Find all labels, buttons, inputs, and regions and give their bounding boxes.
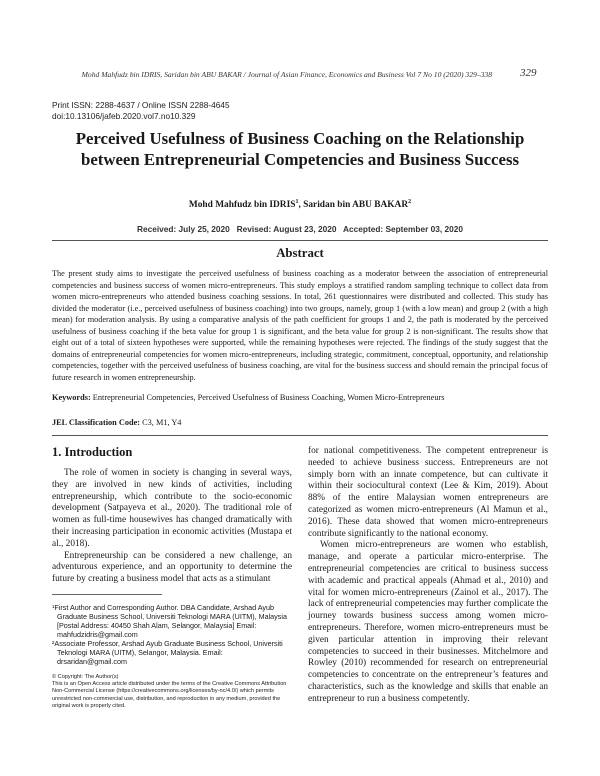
footnote-divider [52, 594, 162, 595]
footnotes [52, 603, 292, 666]
keywords-label: Keywords: [52, 393, 91, 402]
submission-dates: Received: July 25, 2020 Revised: August 23, 2020 Accepted: September 03, 2020 [137, 224, 463, 234]
article-title [60, 128, 540, 170]
author-separator: , [298, 200, 304, 211]
intro-paragraph-1: The role of women in society is changing in several ways, they are involved in new kinds of activities, including entrepreneurship, which contribute to the socio-economic development (Satpayeva et al., 2020). The traditional role of women as full-time housewives has changed dramatically with their increasing participation in economic activities (Mustapa et al., 2018). [52, 468, 292, 549]
intro-paragraph-2: Entrepreneurship can be considered a new challenge, an adventurous experience, and an opportunity to determine the future by creating a business model that acts as a stimulant [52, 550, 292, 585]
author-1-sup: 1 [295, 199, 299, 205]
abstract-heading: Abstract [276, 246, 324, 260]
keywords-text: Entrepreneurial Competencies, Perceived Usefulness of Business Coaching, Women Micro-Entrepreneurs [90, 393, 445, 402]
intro-paragraph-3: Women micro-entrepreneurs are women who establish, manage, and operate a particular micro-enterprise. The entrepreneurial competencies are critical to business success with academic and practical appeals (Ahmad et al., 2010) and vital for women micro-entrepreneurs (Zainol et al., 2017). The lack of entrepreneurial competencies may further complicate the journey towards business success among women micro-entrepreneurs. Therefore, women micro-entrepreneurs must be given particular attention in improving their relevant competencies to succeed in their businesses. Mitchelmore and Rowley (2010) recommended for research on entrepreneurial competencies to concentrate on the entrepreneur’s features and characteristics, such as the knowledge and skills that enable an entrepreneur to run a business competently. [308, 540, 548, 704]
author-list [60, 199, 540, 210]
title-line-1: Perceived Usefulness of Business Coaching on the Relationship [75, 129, 525, 148]
footnote-1: ¹First Author and Corresponding Author. DBA Candidate, Arshad Ayub Graduate Business School, Universiti Teknologi MARA (UITM), Malaysia [Postal Address: 40450 Shah Alam, Selangor, Malaysia] Email: mahfudzidris@gmail.com [52, 603, 287, 639]
author-2: Saridan bin ABU BAKAR [303, 200, 409, 211]
intro-paragraph-2-cont: for national competitiveness. The competent entrepreneur is needed to achieve business success. Entrepreneurs are not simply born with an innate competence, but can cultivate it within their sociocultural context (Lee & Kim, 2019). About 88% of the entire Malaysian women entrepreneurs are categorized as women micro-entrepreneurs (Al Mamun et al., 2016). These data showed that women micro-entrepreneurs contribute significantly to the national economy. [308, 446, 548, 539]
title-line-2: between Entrepreneurial Competencies and Business Success [80, 150, 520, 169]
body-column-right [308, 446, 548, 706]
abstract-text: The present study aims to investigate the perceived usefulness of business coaching as a moderator between the association of entrepreneurial competencies and business success of women micro-entrepreneurs. This study employs a stratified random sampling technique to collect data from women micro-entrepreneurs who attended business coaching sessions. In total, 261 questionnaires were distributed and collected. This study has divided the moderator (i.e., perceived usefulness of business coaching) into two groups, namely, group 1 (with a low mean) and group 2 (with a high mean) for moderation analysis. By using a comparative analysis of the path coefficient for groups 1 and 2, the path is moderated by the perceived usefulness of business coaching if the beta value for group 1 is significant, and the beta value for group 2 is non-significant. The results show that eight out of a total of sixteen hypotheses were supported, while the remaining hypotheses were rejected. The findings of the study suggest that the domains of entrepreneurial competencies for women micro-entrepreneurs, including strategic, commitment, conceptual, opportunity, and relationship competencies, together with the perceived usefulness of business coaching, are vital for the business success and should remain the principal focus of future research in women entrepreneurship. [52, 269, 548, 382]
issn-block [52, 100, 230, 122]
author-2-sup: 2 [408, 199, 412, 205]
page-number: 329 [520, 67, 537, 79]
issn-line: Print ISSN: 2288-4637 / Online ISSN 2288-4645 [52, 100, 230, 110]
copyright-line: © Copyright: The Author(s) [52, 674, 119, 680]
copyright-notice [52, 674, 292, 710]
author-1: Mohd Mahfudz bin IDRIS [188, 200, 296, 211]
jel-text: C3, M1, Y4 [140, 418, 182, 427]
running-header-citation: Mohd Mahfudz bin IDRIS, Saridan bin ABU BAKAR / Journal of Asian Finance, Economics and Business Vol 7 No 10 (2020) 329–338 [81, 70, 492, 79]
jel-codes [52, 418, 548, 427]
footnote-2: ²Associate Professor, Arshad Ayub Graduate Business School, Universiti Teknologi MARA (UITM), Selangor, Malaysia. Email: drsaridan@gmail.com [52, 639, 283, 666]
section-heading-introduction: 1. Introduction [52, 445, 133, 459]
doi-line[interactable]: doi:10.13106/jafeb.2020.vol7.no10.329 [52, 111, 196, 121]
keywords [52, 393, 548, 402]
divider-bottom [52, 435, 548, 436]
divider-top [52, 240, 548, 241]
body-column-left [52, 468, 292, 586]
jel-label: JEL Classification Code: [52, 418, 141, 427]
license-text: This is an Open Access article distributed under the terms of the Creative Commons Attribution Non-Commercial License (https://creativecommons.org/licenses/by-nc/4.0/) which permits unrestricted non-commercial use, distribution, and reproduction in any medium, provided the original work is properly cited. [52, 681, 287, 709]
